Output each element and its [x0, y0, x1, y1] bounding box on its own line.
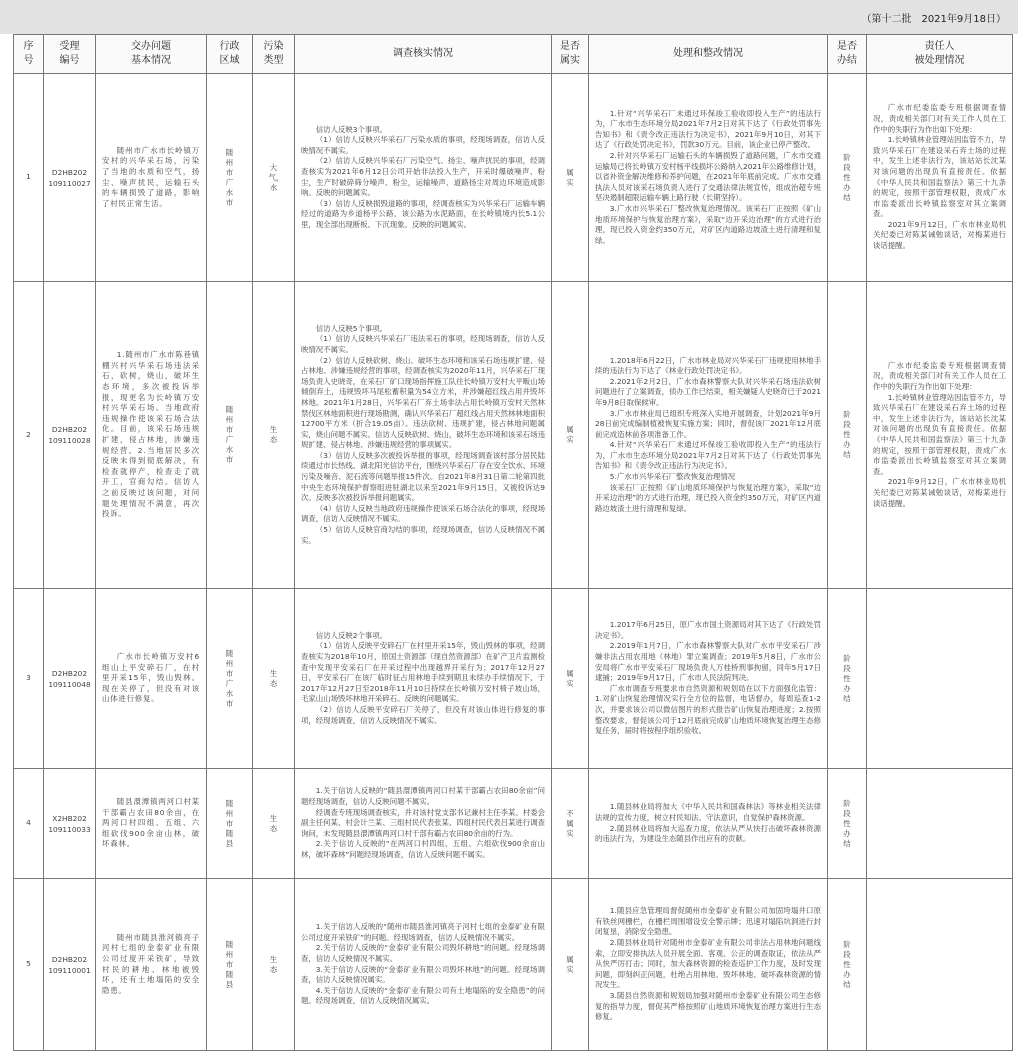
- investigation-cell: [295, 74, 552, 282]
- table-row: [14, 769, 1013, 879]
- header-row: [14, 35, 1013, 74]
- paragraph: 2.关于信访人反映的“在两河口村四组、五组、六组砍伐900余亩山林，破坏森林”问题经现场调查，信访人反映问题不属实。: [301, 839, 545, 859]
- pollution-cell: [253, 74, 295, 282]
- region-cell: [207, 769, 253, 879]
- handling-cell: [589, 282, 828, 589]
- code-line: X2HB202: [52, 813, 87, 823]
- pollution-text: 生态: [269, 954, 278, 974]
- col-responsible: 责任人 被处理情况: [867, 35, 1013, 74]
- col-verified: 是否 属实: [552, 35, 589, 74]
- paragraph: （1）信访人反映平安碎石厂在村里开采15年，毁山毁林的事项，经调查核实为2018年10月，原国土资源部（现自然资源部）在矿产卫片监测检查中发现平安采石厂在开采过程中出现越界开采行为；2017年12月27日，平安采石厂在该厂临时征占用林地手续到期且未续办手续情况下，于2017年12月27日至2018年11月10日持续在长岭镇万安村椅子坡山场，毛家山山场毁坏林地开采碎石。反映的问题属实。: [301, 641, 545, 704]
- region-text: 随州市随县: [225, 939, 234, 989]
- verified-cell: [552, 282, 589, 589]
- code-line: 109110033: [48, 824, 91, 834]
- region-text: 随州市随县: [225, 798, 234, 848]
- paragraph: （2）信访人反映平安碎石厂关停了，但没有对该山体进行修复的事项，经现场调查，信访人反映情况不属实。: [301, 704, 545, 725]
- responsible-cell: [867, 769, 1013, 879]
- paragraph: 随县澴潭镇两河口村某干部霸占农田80余亩，在两河口村四组、五组、六组砍伐900余亩山林，破坏森林。: [102, 797, 200, 849]
- paragraph: 2021年9月12日，广水市林业局机关纪委已对陈某诫勉谈话，对梅某进行谈话提醒。: [873, 477, 1006, 508]
- region-cell: [207, 74, 253, 282]
- verified-text: 属实: [566, 167, 574, 187]
- col-seq: 序 号: [14, 35, 44, 74]
- paragraph: 1.随县林业局将加大《中华人民共和国森林法》等林业相关法律法规的宣传力度，树立村民知法、守法意识，自觉保护森林资源。: [595, 802, 821, 822]
- paragraph: 广水市长岭镇万安村6组山上平安碎石厂，在村里开采15年，毁山毁林。现在关停了，但没有对该山体进行修复。: [102, 652, 200, 704]
- paragraph: 1.长岭镇林业管理站因监管不力，导致兴华采石厂在建设采石弃土场的过程中，发生上述非法行为，该站站长沈某对该问题的出现负有直接责任。依据《中华人民共和国监察法》第三十九条的规定，按照干部管理权限，责成广水市监委派出长岭镇监察室对其立案调查。: [873, 135, 1006, 219]
- seq-cell: 4: [14, 769, 44, 879]
- pollution-cell: [253, 589, 295, 769]
- handling-cell: [589, 769, 828, 879]
- paragraph: 2021年9月12日，广水市林业局机关纪委已对陈某诫勉谈话，对梅某进行谈话提醒。: [873, 219, 1006, 251]
- code-cell: [44, 282, 96, 589]
- paragraph: 2.2021年2月2日，广水市森林警察大队对兴华采石场违法砍树问题进行了立案调查，侦办工作已结束，相关嫌疑人史晓奇已于2021年9月8日取保候审。: [595, 376, 821, 407]
- seq-cell: 2: [14, 282, 44, 589]
- verified-text: 属实: [566, 425, 574, 444]
- verified-text: 属实: [566, 954, 574, 974]
- seq-cell: 5: [14, 879, 44, 1051]
- region-text: 随州市广水市: [225, 405, 234, 464]
- table-row: [14, 589, 1013, 769]
- pollution-text: 生态: [269, 813, 278, 833]
- closed-status: 阶段性办结: [843, 653, 851, 703]
- paragraph: 随州市随县淮河镇亮子河村七组的金泰矿业有限公司过度开采铁矿，导致村民的耕地、林地被毁坏，还有土地塌陷的安全隐患。: [102, 932, 200, 995]
- code-line: 109110048: [48, 679, 91, 689]
- code-cell: [44, 74, 96, 282]
- col-closed: 是否 办结: [828, 35, 867, 74]
- paragraph: （1）信访人反映兴华采石厂违法采石的事项，经现场调查，信访人反映情况不属实。: [301, 334, 545, 354]
- verified-text: 属实: [566, 668, 574, 688]
- problem-cell: [96, 879, 207, 1051]
- seq-cell: 3: [14, 589, 44, 769]
- investigation-cell: [295, 282, 552, 589]
- code-line: D2HB202: [51, 425, 88, 434]
- code-line: 109110027: [48, 178, 91, 188]
- col-problem: 交办问题 基本情况: [96, 35, 207, 74]
- paragraph: 4.关于信访人反映的“金泰矿业有限公司有土地塌陷的安全隐患”的问题。经现场调查，信访人反映情况属实。: [301, 985, 545, 1006]
- problem-cell: [96, 74, 207, 282]
- paragraph: 4.针对“兴华采石厂未通过环保竣工验收即投入生产”的违法行为，广水市生态环境分局2021年7月2日对其下达了《行政处罚事先告知书》和《责令改正违法行为决定书》。: [595, 440, 821, 471]
- verified-cell: [552, 879, 589, 1051]
- paragraph: 1.随州市广水市陈巷镇棚兴村兴华采石场违法采石，砍树，烧山，破坏生态环境，多次被投诉举报，现更名为长岭镇万安村兴华采石场。当地政府违规操作使该采石场合法化。目前，该采石场违规扩建，侵占林地，涉嫌违规经营。2.当地居民多次反映未得到彻底解决，有检查就停产，检查走了就开工，官商勾结。信访人之前反映过该问题，对问题处理情况不满意，再次投诉。: [102, 350, 200, 519]
- paragraph: （3）信访人反映损毁道路的事项，经调查核实为兴华采石厂运输车辆经过的道路为乡道杨平公路，该公路为水泥路面，在长岭镇境内长5.1公里，现全部出现断板、下沉现象。反映的问题属实。: [301, 198, 545, 229]
- closed-status: 阶段性办结: [843, 410, 851, 459]
- region-cell: [207, 589, 253, 769]
- col-handling: 处理和整改情况: [589, 35, 828, 74]
- responsible-cell: [867, 879, 1013, 1051]
- code-line: 109110028: [48, 436, 91, 445]
- paragraph: （4）信访人反映当地政府违规操作使该采石场合法化的事项，经现场调查，信访人反映情况不属实。: [301, 503, 545, 524]
- handling-cell: [589, 74, 828, 282]
- closed-status: 阶段性办结: [843, 152, 851, 202]
- handling-cell: [589, 589, 828, 769]
- paragraph: 信访人反映2个事项。: [315, 630, 388, 640]
- header-band: [0, 0, 1018, 34]
- paragraph: 1.关于信访人反映的“随州市随县淮河镇亮子河村七组的金泰矿业有限公司过度开采铁矿”的问题。经现场调查，信访人反映情况不属实。: [301, 922, 545, 942]
- investigation-cell: [295, 879, 552, 1051]
- paragraph: 1.关于信访人反映的“随县澴潭镇两河口村某干部霸占农田80余亩”问题经现场调查，信访人反映问题不属实。: [301, 786, 545, 807]
- paragraph: 3.关于信访人反映的“金泰矿业有限公司毁坏林地”的问题。经现场调查，信访人反映情况属实。: [301, 964, 545, 985]
- paragraph: 1.随县应急管理局督促随州市金泰矿业有限公司加固垮塌井口原有铁丝网栅栏，在栅栏周围增设安全警示牌；迅速对塌陷坑洞进行封闭复垦，消除安全隐患。: [595, 906, 821, 937]
- problem-cell: [96, 589, 207, 769]
- paragraph: 广水市纪委监委专班根据调查情况，责成相关部门对有关工作人员在工作中的失职行为作出如下处理：: [873, 360, 1006, 392]
- code-cell: [44, 879, 96, 1051]
- paragraph: 1.长岭镇林业管理站因监管不力，导致兴华采石厂在建设采石弃土场的过程中，发生上述非法行为，该站站长沈某对该问题的出现负有直接责任。依据《中华人民共和国监察法》第三十九条的规定，按照干部管理权限，责成广水市监委派出长岭镇监察室对其立案调查。: [873, 392, 1006, 476]
- batch-label: （第十二批 2021年9月18日）: [861, 14, 1006, 25]
- paragraph: 经调查专班现场调查核实，并对该村党支部书记兼村主任李某、村委会副主任何某、村会计兰某、三组村民代表张某、四组村民代表吕某进行调查询问，未发现随县澴潭镇两河口村干部有霸占农田80余亩的行为。: [301, 807, 545, 838]
- table-row: [14, 74, 1013, 282]
- closed-cell: [828, 74, 867, 282]
- col-pollution: 污染 类型: [253, 35, 295, 74]
- supervision-table: [13, 34, 1013, 1051]
- paragraph: 该采石厂正按照《矿山地质环境保护与恢复治理方案》，采取“边开采边治理”的方式进行治理，现已投入资金约350万元，对矿区内道路边坡渣土进行清理和复绿。: [595, 482, 821, 513]
- paragraph: 2.随县林业局将加大巡查力度，依法从严从快打击破坏森林资源的违法行为，为建设生态随县作出应有的贡献。: [595, 823, 821, 844]
- paragraph: 2.关于信访人反映的“金泰矿业有限公司毁坏耕地”的问题。经现场调查，信访人反映情况不属实。: [301, 943, 545, 963]
- paragraph: 广水市调查专班要求市自然资源和规划局在以下方面强化监管：1.对矿山恢复治理情况实行全方位的监督，电话督办，每周巡查1-2次，并要求该公司以微信图片的形式报告矿山恢复治理进度；2.按照整改要求，督促该公司于12月底前完成矿山地质环境恢复治理生态修复任务，届时将按程序组织验收。: [595, 683, 821, 736]
- col-code: 受理 编号: [44, 35, 96, 74]
- responsible-cell: [867, 282, 1013, 589]
- col-region: 行政 区域: [207, 35, 253, 74]
- responsible-cell: [867, 74, 1013, 282]
- table-body: [14, 74, 1013, 1051]
- code-cell: [44, 769, 96, 879]
- closed-status: 阶段性办结: [843, 798, 851, 848]
- paragraph: 2.针对兴华采石厂运输石头的车辆损毁了道路问题，广水市交通运输局已将长岭镇万安村杨平线损坏公路纳入2021年公路维修计划，以省补资金解决维修和养护问题，在2021年年底前完成。广水市交通执法人员对该采石场负责人进行了交通法律法规宣传，组成治超专班坚决遏制超限运输车辆上路行驶（长期坚持）。: [595, 151, 821, 203]
- paragraph: 信访人反映5个事项。: [315, 323, 388, 333]
- paragraph: 1.针对“兴华采石厂未通过环保竣工验收即投入生产”的违法行为，广水市生态环境分局2021年7月2日对其下达了《行政处罚事先告知书》和《责令改正违法行为决定书》，2021年9月10日，对其下达了《行政处罚决定书》，罚款30万元。目前，该企业已停产整改。: [595, 108, 821, 150]
- paragraph: （5）信访人反映官商勾结的事项，经现场调查，信访人反映情况不属实。: [301, 525, 545, 545]
- region-cell: [207, 879, 253, 1051]
- paragraph: 2.随县林业局针对随州市金泰矿业有限公司非法占用林地问题线索，立即安排执法人员开展全面、客观、公正的调查取证，依法从严从快严厉打击；同时，加大森林资源的检查巡护工作力度，及时发现问题，即刻纠正问题，杜绝占用林地、毁坏林地、破坏森林资源的情况发生。: [595, 938, 821, 990]
- paragraph: 1.2018年6月22日，广水市林业局对兴华采石厂违规使用林地手续的违法行为下达了《林业行政处罚决定书》。: [595, 355, 821, 376]
- table-row: [14, 282, 1013, 589]
- code-line: D2HB202: [51, 668, 88, 678]
- col-investigation: 调查核实情况: [295, 35, 552, 74]
- paragraph: 2.2019年1月7日，广水市森林警察大队对广水市平安采石厂涉嫌非法占用农用地（林地）罪立案调查；2019年5月8日，广水市公安局将广水市平安采石厂现场负责人万桂桥刑事拘留，同年5月17日逮捕；2019年9月17日，广水市人民法院判决。: [595, 641, 821, 683]
- responsible-cell: [867, 589, 1013, 769]
- code-line: 109110001: [48, 965, 91, 975]
- region-cell: [207, 282, 253, 589]
- paragraph: 5.广水市兴华采石厂整改恢复治理情况: [609, 472, 736, 482]
- paragraph: 信访人反映3个事项。: [315, 124, 388, 134]
- code-line: D2HB202: [51, 167, 88, 177]
- closed-status: 阶段性办结: [843, 939, 851, 989]
- verified-cell: [552, 769, 589, 879]
- problem-cell: [96, 769, 207, 879]
- closed-cell: [828, 282, 867, 589]
- paragraph: 广水市纪委监委专班根据调查情况，责成相关部门对有关工作人员在工作中的失职行为作出如下处理：: [873, 103, 1006, 134]
- code-cell: [44, 589, 96, 769]
- region-text: 随州市广水市: [225, 147, 234, 207]
- paragraph: 3.广水市兴华采石厂整改恢复治理情况。该采石厂正按照《矿山地质环境保护与恢复治理方案》，采取“边开采边治理”的方式进行治理，现已投入资金约350万元，对矿区内道路边坡渣土进行清理和复绿。: [595, 203, 821, 245]
- paragraph: 随州市广水市长岭镇万安村的兴华采石场，污染了当地的水质和空气，扬尘、噪声扰民，运输石头的车辆损毁了道路，影响了村民正常生活。: [102, 145, 200, 208]
- pollution-text: 生态: [269, 668, 278, 688]
- handling-cell: [589, 879, 828, 1051]
- pollution-cell: [253, 769, 295, 879]
- region-text: 随州市广水市: [225, 648, 234, 708]
- verified-text: 不属实: [566, 808, 574, 838]
- paragraph: （2）信访人反映兴华采石厂污染空气、扬尘、噪声扰民的事项，经调查核实为2021年6月12日公司开始非法投入生产，开采时爆破噪声、粉尘，生产时破碎筛分噪声、粉尘，运输噪声、道路扬尘对周边环境造成影响。反映的问题属实。: [301, 156, 545, 198]
- paragraph: （1）信访人反映兴华采石厂污染水质的事项，经现场调查，信访人反映情况不属实。: [301, 135, 545, 155]
- pollution-cell: [253, 879, 295, 1051]
- problem-cell: [96, 282, 207, 589]
- paragraph: （3）信访人反映多次被投诉举报的事项，经现场调查该村部分居民陆续通过市长热线、湖北阳光信访平台，围绕兴华采石厂存在安全饮水、环境污染及噪音、泥石流等问题举报15件次。自2021年8月31日第二轮第四批中央生态环境保护督察组进驻湖北以来至2021年9月15日，又被投诉达9次。反映多次被投诉举报问题属实。: [301, 450, 545, 503]
- pollution-cell: [253, 282, 295, 589]
- investigation-cell: [295, 769, 552, 879]
- verified-cell: [552, 74, 589, 282]
- paragraph: 3.随县自然资源和规划局加强对随州市金泰矿业有限公司生态修复的指导力度，督促其严格按照矿山地质环境恢复治理方案进行生态修复。: [595, 990, 821, 1022]
- pollution-text: 生态: [269, 425, 278, 444]
- pollution-text: 大气，水: [268, 162, 284, 192]
- verified-cell: [552, 589, 589, 769]
- paragraph: 1.2017年6月25日，原广水市国土资源局对其下达了《行政处罚决定书》。: [595, 620, 821, 640]
- code-line: D2HB202: [51, 954, 88, 964]
- table-row: [14, 879, 1013, 1051]
- paragraph: 3.广水市林业局已组织专班深入实地开展调查，计划2021年9月28日前完成编制植被恢复实施方案；同时，督促该厂2021年12月底前完成造林前各项准备工作。: [595, 408, 821, 439]
- closed-cell: [828, 769, 867, 879]
- closed-cell: [828, 589, 867, 769]
- closed-cell: [828, 879, 867, 1051]
- seq-cell: 1: [14, 74, 44, 282]
- investigation-cell: [295, 589, 552, 769]
- paragraph: （2）信访人反映砍树、烧山、破坏生态环境和该采石场违规扩建、侵占林地、涉嫌违规经营的事项，经调查核实为2020年11月，兴华采石厂现场负责人史晓奇，在采石厂矿口现场指挥施工队往长岭镇万安村大平畈山场倾倒弃土，违规毁坏马尾松蓄积量为54立方米，并涉嫌超红线占用并毁坏林地。2021年1月28日，兴华采石厂弃土场非法占用长岭镇万安村天然林禁伐区林地面积进行现场勘测，确认兴华采石厂超红线占用天然林林地面积12700平方米（折合19.05亩）。违法砍树、违规扩建，侵占林地问题属实，烧山问题不属实。信访人反映砍树、烧山，破坏生态环境和该采石场违规扩建、侵占林地、涉嫌违规经营的事项属实。: [301, 355, 545, 450]
